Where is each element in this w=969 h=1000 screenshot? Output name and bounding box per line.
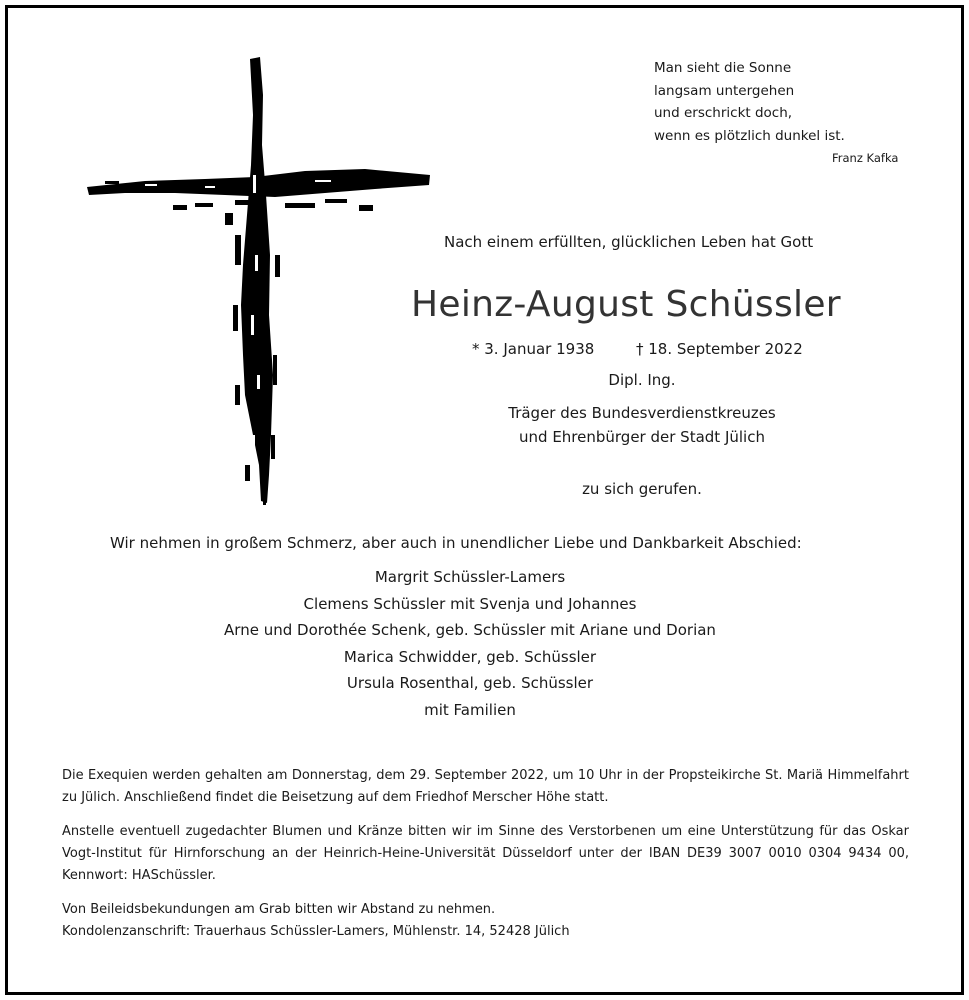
donation-info: Anstelle eventuell zugedachter Blumen und Kränze bitten wir im Sinne des Verstorbenen um eine Unterstützung für das Oskar Vogt-Institut für Hirnforschung an der Heinrich-Heine-Universität Düsseldorf unter der IBAN DE39 3007 0010 0304 9434 00, Kennwort: HASchüssler. bbox=[62, 824, 909, 883]
intro-text: Nach einem erfüllten, glücklichen Leben hat Gott bbox=[444, 233, 814, 251]
called-text: zu sich gerufen. bbox=[582, 480, 702, 498]
condolence-info bbox=[62, 899, 909, 943]
quote-line: wenn es plötzlich dunkel ist. bbox=[654, 127, 845, 144]
mourner: Clemens Schüssler mit Svenja und Johannes bbox=[303, 594, 637, 613]
brushstroke-cross-icon bbox=[85, 55, 435, 505]
farewell-text: Wir nehmen in großem Schmerz, aber auch in unendlicher Liebe und Dankbarkeit Abschied: bbox=[110, 534, 802, 552]
exequies-info: Die Exequien werden gehalten am Donnerstag, dem 29. September 2022, um 10 Uhr in der Propsteikirche St. Mariä Himmelfahrt zu Jülich. Anschließend findet die Beisetzung auf dem Friedhof Merscher Höhe statt. bbox=[62, 768, 909, 805]
quote-line: langsam untergehen bbox=[654, 82, 795, 99]
mourner: Marica Schwidder, geb. Schüssler bbox=[343, 647, 597, 666]
quote bbox=[654, 57, 845, 147]
deceased-name: Heinz-August Schüssler bbox=[411, 284, 841, 325]
honor-line: Träger des Bundesverdienstkreuzes bbox=[508, 404, 776, 422]
condolence-note: Von Beileidsbekundungen am Grab bitten wir Abstand zu nehmen. bbox=[62, 902, 496, 917]
mourner: Arne und Dorothée Schenk, geb. Schüssler mit Ariane und Dorian bbox=[224, 621, 716, 639]
degree: Dipl. Ing. bbox=[608, 371, 676, 389]
mourner: Margrit Schüssler-Lamers bbox=[374, 568, 566, 586]
mourners-list bbox=[180, 564, 760, 723]
mourner: Ursula Rosenthal, geb. Schüssler bbox=[346, 674, 594, 692]
birth-date: * 3. Januar 1938 bbox=[472, 340, 595, 358]
death-date: † 18. September 2022 bbox=[636, 340, 803, 358]
condolence-address: Kondolenzanschrift: Trauerhaus Schüssler-Lamers, Mühlenstr. 14, 52428 Jülich bbox=[62, 924, 570, 939]
quote-line: und erschrickt doch, bbox=[654, 105, 793, 121]
quote-line: Man sieht die Sonne bbox=[654, 60, 792, 76]
mourner: mit Familien bbox=[424, 700, 516, 719]
quote-author: Franz Kafka bbox=[832, 151, 899, 165]
honor-line: und Ehrenbürger der Stadt Jülich bbox=[519, 428, 765, 446]
